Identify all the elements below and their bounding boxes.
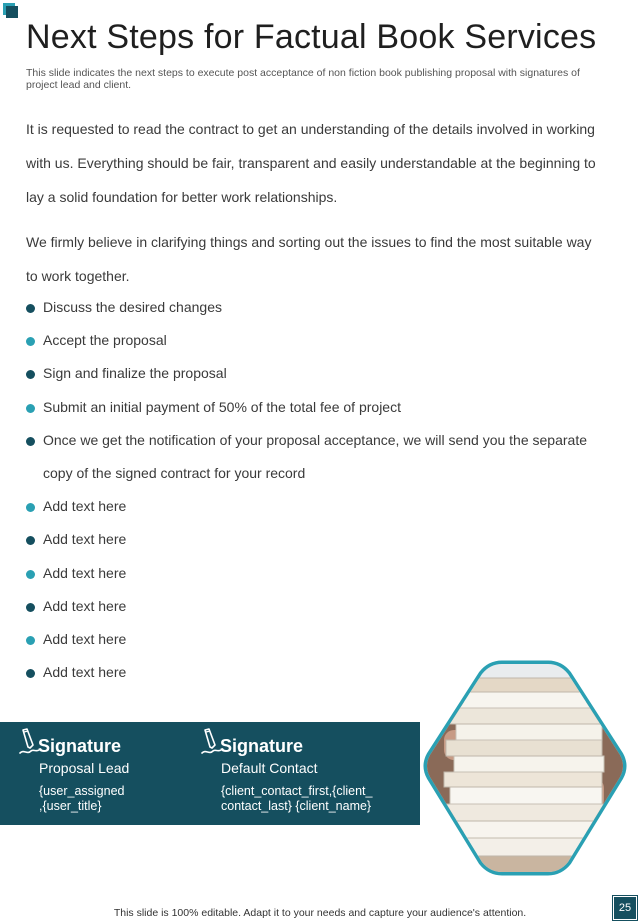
intro-paragraph: It is requested to read the contract to get an understanding of the details involved in working with us. Everything should be fair, transparent and easily understandable at the beginning to lay a solid foundation for better work relationships.: [26, 121, 596, 205]
pen-icon: [18, 728, 40, 756]
list-item: Accept the proposal: [26, 324, 606, 357]
next-steps-list: [26, 291, 606, 689]
signature-block-default-contact: [200, 726, 400, 814]
page-title: Next Steps for Factual Book Services: [26, 18, 597, 56]
bullet-dot-icon: [26, 404, 35, 413]
list-item: Once we get the notification of your proposal acceptance, we will send you the separate copy of the signed contract for your record: [26, 424, 606, 490]
bullet-dot-icon: [26, 669, 35, 678]
pen-icon: [200, 728, 222, 756]
book-stack-photo: [410, 660, 640, 886]
bullet-dot-icon: [26, 536, 35, 545]
corner-accent: [6, 6, 18, 18]
signature-block-proposal-lead: [18, 726, 188, 814]
belief-paragraph: We firmly believe in clarifying things and sorting out the issues to find the most suitable way to work together.: [26, 234, 592, 284]
bullet-dot-icon: [26, 636, 35, 645]
list-item: Add text here: [26, 490, 606, 523]
list-item: Sign and finalize the proposal: [26, 357, 606, 390]
footer-note: This slide is 100% editable. Adapt it to your needs and capture your audience's attention.: [113, 907, 527, 919]
signature-value: {user_assigned ,{user_title}: [39, 784, 125, 813]
bullet-dot-icon: [26, 337, 35, 346]
bullet-dot-icon: [26, 570, 35, 579]
list-item: Add text here: [26, 590, 606, 623]
bullet-dot-icon: [26, 503, 35, 512]
signature-title: Signature: [38, 736, 122, 756]
bullet-dot-icon: [26, 437, 35, 446]
list-item: Submit an initial payment of 50% of the total fee of project: [26, 391, 606, 424]
list-item: Add text here: [26, 557, 606, 590]
signature-role: Default Contact: [221, 760, 318, 776]
signature-value: {client_contact_first,{client_ contact_last} {client_name}: [221, 784, 373, 813]
page-subtitle: This slide indicates the next steps to execute post acceptance of non fiction book publishing proposal with signatures of project lead and client.: [26, 67, 580, 91]
signature-title: Signature: [220, 736, 304, 756]
list-item: Add text here: [26, 523, 606, 556]
list-item: Add text here: [26, 623, 606, 656]
page-number: 25: [613, 896, 637, 920]
list-item: Add text here: [26, 656, 606, 689]
signature-role: Proposal Lead: [39, 760, 130, 776]
bullet-dot-icon: [26, 370, 35, 379]
list-item: Discuss the desired changes: [26, 291, 606, 324]
bullet-dot-icon: [26, 304, 35, 313]
bullet-dot-icon: [26, 603, 35, 612]
